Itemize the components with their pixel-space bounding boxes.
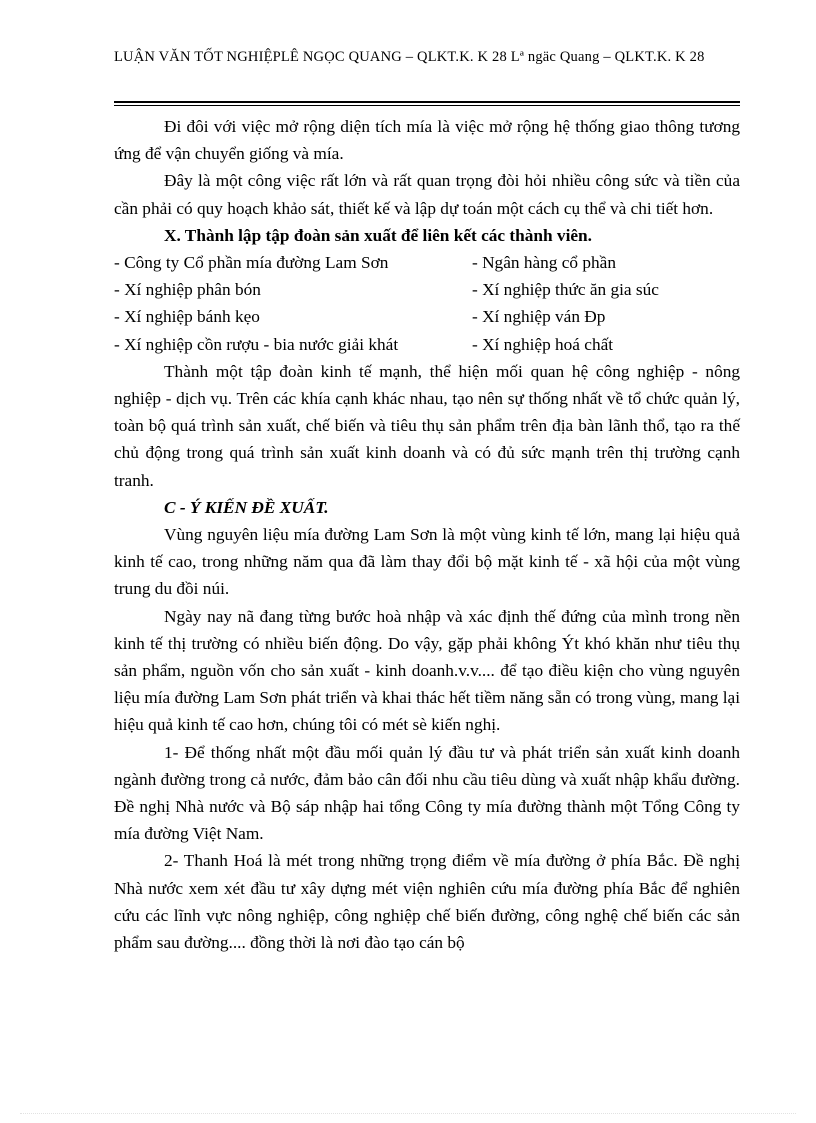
paragraph-proposal-2: 2- Thanh Hoá là mét trong những trọng điểm về mía đường ở phía Bắc. Đề nghị Nhà nước xem xét đầu tư xây dựng mét viện nghiên cứu mía đường phía Bắc để nghiên cứu các lĩnh vực nông nghiệp, công nghiệp chế biến đường, công nghệ chế biến các sản phẩm sau đường.... đồng thời là nơi đào tạo cán bộ xyxy=(114,851,740,953)
paragraph-market-integration: Ngày nay nã đang từng bước hoà nhập và xác định thế đứng của mình trong nền kinh tế thị trường có nhiều biến động. Do vậy, gặp phải không Ýt khó khăn như tiêu thụ sản phẩm, nguồn vốn cho sản xuất - kinh doanh.v.v.... để tạo điều kiện cho vùng nguyên liệu mía đường Lam Sơn phát triển và khai thác hết tiềm năng sẵn có trong vùng, mang lại hiệu quả kinh tế cao hơn, chúng tôi có mét sè kiến nghị. xyxy=(114,606,740,735)
list-item: - Xí nghiệp phân bón xyxy=(114,280,261,300)
page-header: LUẬN VĂN TỐT NGHIỆPLÊ NGỌC QUANG – QLKT.K. K 28 Lª ngäc Quang – QLKT.K. K 28 xyxy=(114,49,705,65)
section-heading-c: C - Ý KIẾN ĐỀ XUẤT. xyxy=(164,497,329,517)
paragraph-traffic-expansion: Đi đôi với việc mở rộng diện tích mía là việc mở rộng hệ thống giao thông tương ứng để vận chuyển giống và mía. xyxy=(114,117,740,164)
section-heading-x: X. Thành lập tập đoàn sản xuất để liên kết các thành viên. xyxy=(164,225,592,245)
document-body xyxy=(114,113,740,956)
paragraph-corporate-group: Thành một tập đoàn kinh tế mạnh, thể hiện mối quan hệ công nghiệp - nông nghiệp - dịch vụ. Trên các khía cạnh khác nhau, tạo nên sự thống nhất về tổ chức quản lý, toàn bộ quá trình sản xuất, chế biến và tiêu thụ sản phẩm trên địa bàn lãnh thổ, tạo ra thế chủ động trong quá trình sản xuất kinh doanh và có đủ sức mạnh trên thị trường cạnh tranh. xyxy=(114,361,740,490)
paragraph-raw-material-region: Vùng nguyên liệu mía đường Lam Sơn là một vùng kinh tế lớn, mang lại hiệu quả kinh tế cao, trong những năm qua đã làm thay đổi bộ mặt kinh tế - xã hội của một vùng trung du đồi núi. xyxy=(114,525,740,599)
page-bottom-border xyxy=(20,1113,796,1114)
list-item: - Công ty Cổ phần mía đường Lam Sơn xyxy=(114,253,389,273)
list-item: - Xí nghiệp bánh kẹo xyxy=(114,307,260,327)
list-item: - Xí nghiệp hoá chất xyxy=(472,334,614,354)
header-rule-thick xyxy=(114,101,740,103)
list-item: - Xí nghiệp ván Đp xyxy=(472,307,606,327)
paragraph-planning: Đây là một công việc rất lớn và rất quan trọng đòi hỏi nhiều công sức và tiền của cần phải có quy hoạch khảo sát, thiết kế và lập dự toán một cách cụ thể và chi tiết hơn. xyxy=(114,171,740,218)
paragraph-proposal-1: 1- Để thống nhất một đầu mối quản lý đầu tư và phát triển sản xuất kinh doanh ngành đường trong cả nước, đảm bảo cân đối nhu cầu tiêu dùng và xuất nhập khẩu đường. Đề nghị Nhà nước và Bộ sáp nhập hai tổng Công ty mía đường thành một Tổng Công ty mía đường Việt Nam. xyxy=(114,742,740,844)
list-item: - Xí nghiệp thức ăn gia súc xyxy=(472,280,659,300)
list-item: - Ngân hàng cổ phần xyxy=(472,253,616,273)
header-rule-thin xyxy=(114,105,740,106)
list-item: - Xí nghiệp cồn rượu - bia nước giải khát xyxy=(114,334,399,354)
member-list xyxy=(114,249,740,358)
